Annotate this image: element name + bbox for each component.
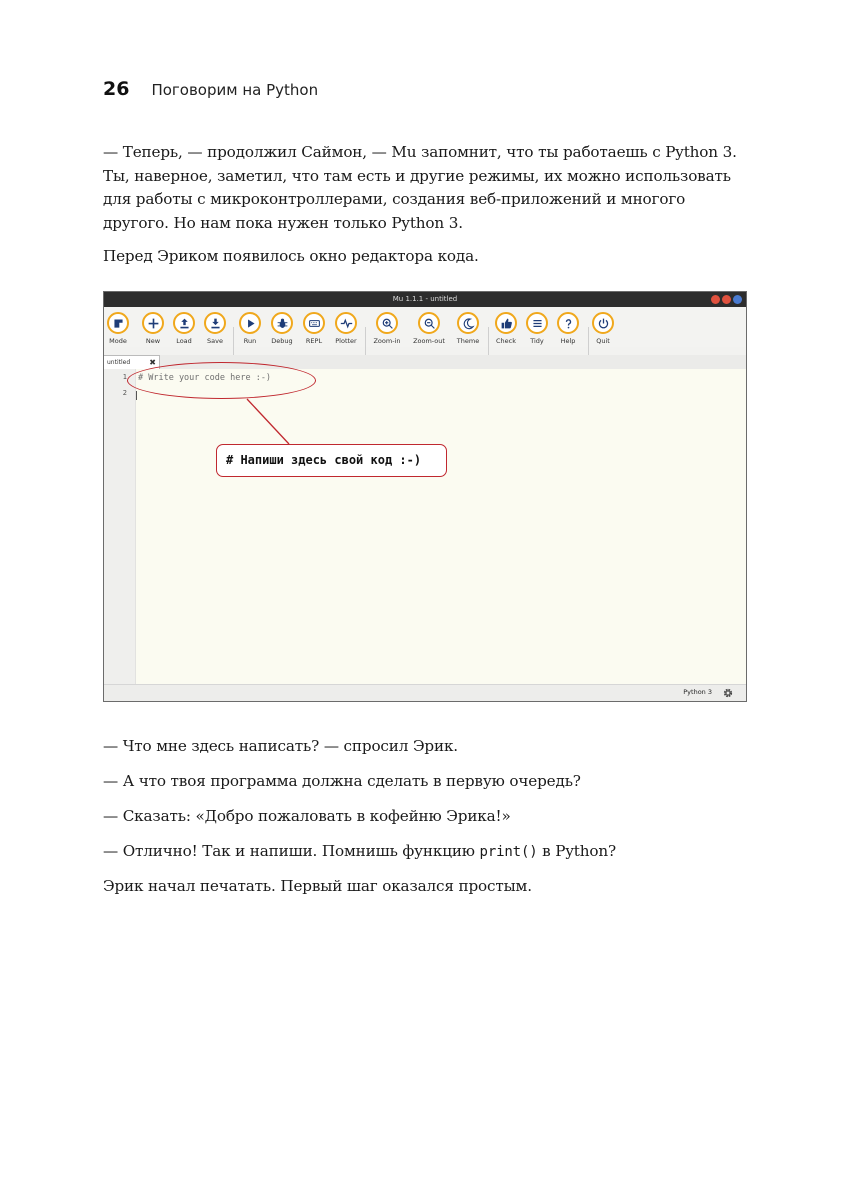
tidy-button[interactable]: Tidy [520,312,554,345]
paragraph-2: Перед Эриком появилось окно редактора кода. [103,247,479,265]
paragraph-6 [103,840,753,865]
annotation-ellipse [127,362,316,399]
paragraph-6-tail: в Python? [537,842,616,860]
page-number: 26 [103,78,130,100]
mode-icon [112,317,125,330]
inline-code-print: print() [479,844,538,860]
zoom-in-button[interactable]: Zoom-in [370,312,404,345]
running-title: Поговорим на Python [151,81,319,99]
lines-icon [531,317,544,330]
window-titlebar [104,292,746,307]
minimize-window-icon[interactable] [722,295,731,304]
paragraph-3: — Что мне здесь написать? — спросил Эрик. [103,737,458,755]
toolbar [104,307,746,347]
play-icon [244,317,257,330]
mode-button[interactable]: Mode [101,312,135,345]
paragraph-4: — А что твоя программа должна сделать в первую очередь? [103,772,581,790]
moon-icon [462,317,475,330]
mode-status: Python 3 [683,688,712,696]
repl-button[interactable]: REPL [297,312,331,345]
maximize-window-icon[interactable] [733,295,742,304]
theme-button[interactable]: Theme [451,312,485,345]
annotation-callout: # Напиши здесь свой код :-) [216,444,447,477]
zoom-in-icon [381,317,394,330]
download-icon [209,317,222,330]
close-tab-icon[interactable]: ✖ [149,358,156,367]
zoom-out-button[interactable]: Zoom-out [412,312,446,345]
new-button[interactable]: New [136,312,170,345]
help-button[interactable]: Help [551,312,585,345]
page-header [103,78,318,104]
tab-label: untitled [107,359,131,366]
upload-icon [178,317,191,330]
keyboard-icon [308,317,321,330]
check-button[interactable]: Check [489,312,523,345]
window-title: Mu 1.1.1 - untitled [392,295,458,303]
editor-window [103,291,747,702]
paragraph-1: — Теперь, — продолжил Саймон, — Mu запомнит, что ты работаешь с Python 3. Ты, наверное, заметил, что там есть и другие режимы, их можно использовать для работы с микроконтроллерами, создания веб-приложений и многого другого. Но нам пока нужен только Python 3. [103,143,737,232]
save-button[interactable]: Save [198,312,232,345]
plotter-button[interactable]: Plotter [329,312,363,345]
line-number-gutter [104,369,136,686]
power-icon [597,317,610,330]
debug-button[interactable]: Debug [265,312,299,345]
toolbar-separator [365,327,366,357]
line-number: 1 [122,373,127,381]
text-caret [136,391,137,400]
code-editor[interactable] [136,369,746,686]
quit-button[interactable]: Quit [586,312,620,345]
code-line-1: # Write your code here :-) [138,373,272,383]
pulse-icon [340,317,353,330]
gear-icon[interactable] [722,687,734,699]
zoom-out-icon [423,317,436,330]
paragraph-5: — Сказать: «Добро пожаловать в кофейню Эрика!» [103,807,511,825]
run-button[interactable]: Run [233,312,267,345]
status-bar [104,684,746,701]
thumbs-up-icon [500,317,513,330]
paragraph-7: Эрик начал печатать. Первый шаг оказался простым. [103,877,532,895]
question-icon [562,317,575,330]
paragraph-6-text: — Отлично! Так и напиши. Помнишь функцию [103,842,480,860]
close-window-icon[interactable] [711,295,720,304]
plus-icon [147,317,160,330]
line-number: 2 [122,389,127,397]
window-controls [711,295,742,304]
bug-icon [276,317,289,330]
load-button[interactable]: Load [167,312,201,345]
